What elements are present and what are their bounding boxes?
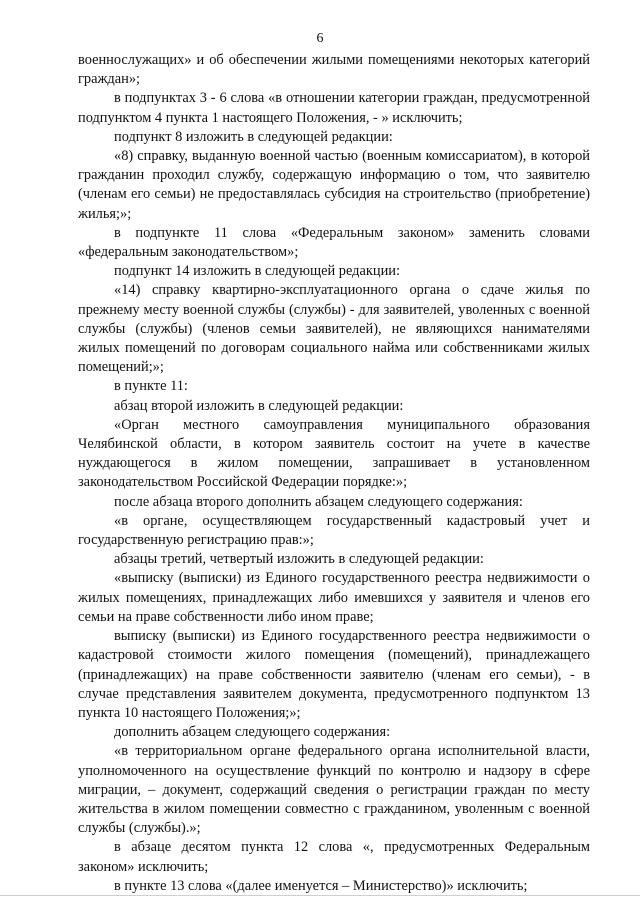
paragraph: в подпунктах 3 - 6 слова «в отношении категории граждан, предусмотренной подпунктом 4 пункта 1 настоящего Положения, - » исключить;	[78, 90, 590, 126]
paragraph: подпункт 14 изложить в следующей редакции:	[114, 263, 400, 280]
paragraph: «в органе, осуществляющем государственный кадастровый учет и государственную регистрацию прав:»;	[78, 512, 590, 549]
paragraph: «в территориальном органе федерального органа исполнительной власти, уполномоченного на осуществление функций по контролю и надзору в сфере миграции, – документ, содержащий сведения о регистрации граждан по месту жительства в жилом помещении совместно с гражданином, уволенным с военной службы (службы).»;	[78, 743, 590, 837]
paragraph: в пункте 13 слова «(далее именуется – Министерство)» исключить;	[114, 877, 528, 894]
paragraph: абзац второй изложить в следующей редакции:	[114, 397, 404, 414]
paragraph: «8) справку, выданную военной частью (военным комиссариатом), в которой гражданин проходил службу, содержащую информацию о том, что заявителю (членам его семьи) не предоставлялась субсидия на строительство (приобретение) жилья;»;	[78, 148, 590, 222]
paragraph: «выписку (выписки) из Единого государственного реестра недвижимости о жилых помещениях, принадлежащих либо имевшихся у заявителя и членов его семьи на праве собственности либо ином праве;	[78, 570, 590, 625]
paragraph: «Орган местного самоуправления муниципального образования Челябинской области, в котором заявитель состоит на учете в качестве нуждающегося в жилом помещении, запрашивает в установленном законодательством Российской Федерации порядке:»;	[78, 416, 590, 491]
paragraph: абзацы третий, четвертый изложить в следующей редакции:	[114, 551, 484, 568]
paragraph: подпункт 8 изложить в следующей редакции:	[114, 128, 393, 145]
paragraph: военнослужащих» и об обеспечении жилыми помещениями некоторых категорий граждан»;	[78, 52, 590, 88]
page-number: 6	[316, 31, 324, 46]
paragraph: после абзаца второго дополнить абзацем следующего содержания:	[114, 493, 523, 510]
paragraph: в абзаце десятом пункта 12 слова «, предусмотренных Федеральным законом» исключить;	[78, 839, 590, 875]
paragraph: в пункте 11:	[114, 378, 188, 395]
document-body	[78, 51, 590, 896]
paragraph: «14) справку квартирно-эксплуатационного органа о сдаче жилья по прежнему месту военной службы (службы) - для заявителей, уволенных с военной службы (службы) (членов семьи заявителей), не являющихся нанимателями жилых помещений по договорам социального найма или собственниками жилых помещений;»;	[78, 282, 590, 376]
paragraph: дополнить абзацем следующего содержания:	[114, 724, 391, 741]
page-bottom-edge	[0, 895, 640, 896]
paragraph: выписку (выписки) из Единого государственного реестра недвижимости о кадастровой стоимости жилого помещения (помещений), принадлежащего (принадлежащих) на праве собственности заявителю (членам его семьи), - в случае представления заявителем документа, предусмотренного подпунктом 13 пункта 10 настоящего Положения;»;	[78, 628, 590, 721]
paragraph: в подпункте 11 слова «Федеральным законом» заменить словами «федеральным законодательством»;	[78, 224, 590, 261]
